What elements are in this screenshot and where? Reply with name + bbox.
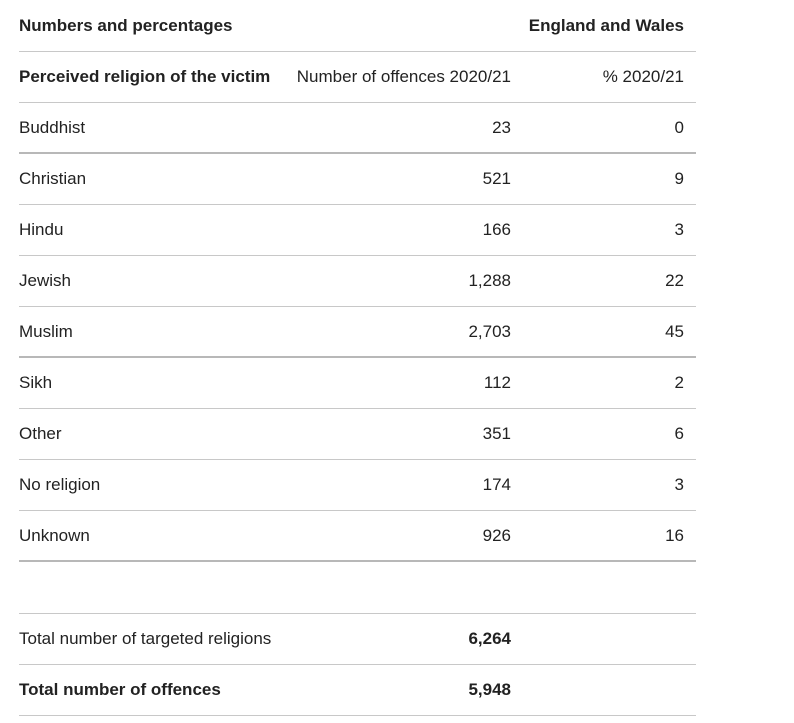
- percent-cell: 9: [674, 169, 684, 188]
- table-row: [19, 460, 696, 511]
- percent-cell: 3: [674, 220, 684, 239]
- number-cell: 1,288: [468, 271, 511, 290]
- religion-cell: Buddhist: [19, 117, 86, 137]
- table-row: [19, 205, 696, 256]
- table-row: [19, 358, 696, 409]
- total-offences-value: 5,948: [468, 680, 511, 699]
- religion-cell: Other: [19, 424, 62, 443]
- percent-cell: 16: [665, 525, 684, 545]
- number-cell: 521: [482, 169, 511, 188]
- blank-row: [19, 562, 696, 614]
- number-cell: 166: [482, 220, 511, 239]
- religion-cell: Hindu: [19, 220, 64, 239]
- religion-cell: Jewish: [19, 271, 71, 290]
- religion-offences-table: [19, 0, 696, 716]
- religion-cell: Unknown: [19, 525, 90, 545]
- percent-cell: 22: [665, 271, 684, 290]
- percent-cell: 45: [665, 321, 684, 341]
- number-cell: 23: [492, 117, 511, 137]
- number-cell: 112: [483, 373, 511, 392]
- percent-cell: 6: [674, 424, 684, 443]
- units-label: Numbers and percentages: [19, 15, 233, 35]
- column-header-row: [19, 52, 696, 103]
- religion-cell: Muslim: [19, 321, 73, 341]
- number-cell: 351: [482, 424, 511, 443]
- column-header-percent: % 2020/21: [602, 67, 684, 86]
- table-row: [19, 103, 696, 154]
- total-offences-row: [19, 665, 696, 716]
- religion-cell: Sikh: [19, 373, 53, 392]
- total-targeted-label: Total number of targeted religions: [19, 629, 272, 648]
- table-row: [19, 511, 696, 562]
- table-row: [19, 409, 696, 460]
- total-targeted-religions-row: [19, 614, 696, 665]
- table-title-row: [19, 0, 696, 52]
- percent-cell: 0: [674, 117, 684, 137]
- number-cell: 2,703: [468, 321, 511, 341]
- percent-cell: 3: [674, 475, 684, 494]
- number-cell: 174: [482, 475, 511, 494]
- total-offences-label: Total number of offences: [19, 680, 221, 699]
- religion-cell: Christian: [19, 169, 87, 188]
- number-cell: 926: [482, 525, 511, 545]
- table-row: [19, 256, 696, 307]
- column-header-number: Number of offences 2020/21: [296, 67, 511, 86]
- column-header-religion: Perceived religion of the victim: [19, 67, 271, 86]
- table-row: [19, 307, 696, 358]
- percent-cell: 2: [674, 373, 684, 392]
- table-row: [19, 154, 696, 205]
- geography-label: England and Wales: [528, 15, 684, 35]
- total-targeted-value: 6,264: [468, 629, 511, 648]
- religion-cell: No religion: [19, 475, 101, 494]
